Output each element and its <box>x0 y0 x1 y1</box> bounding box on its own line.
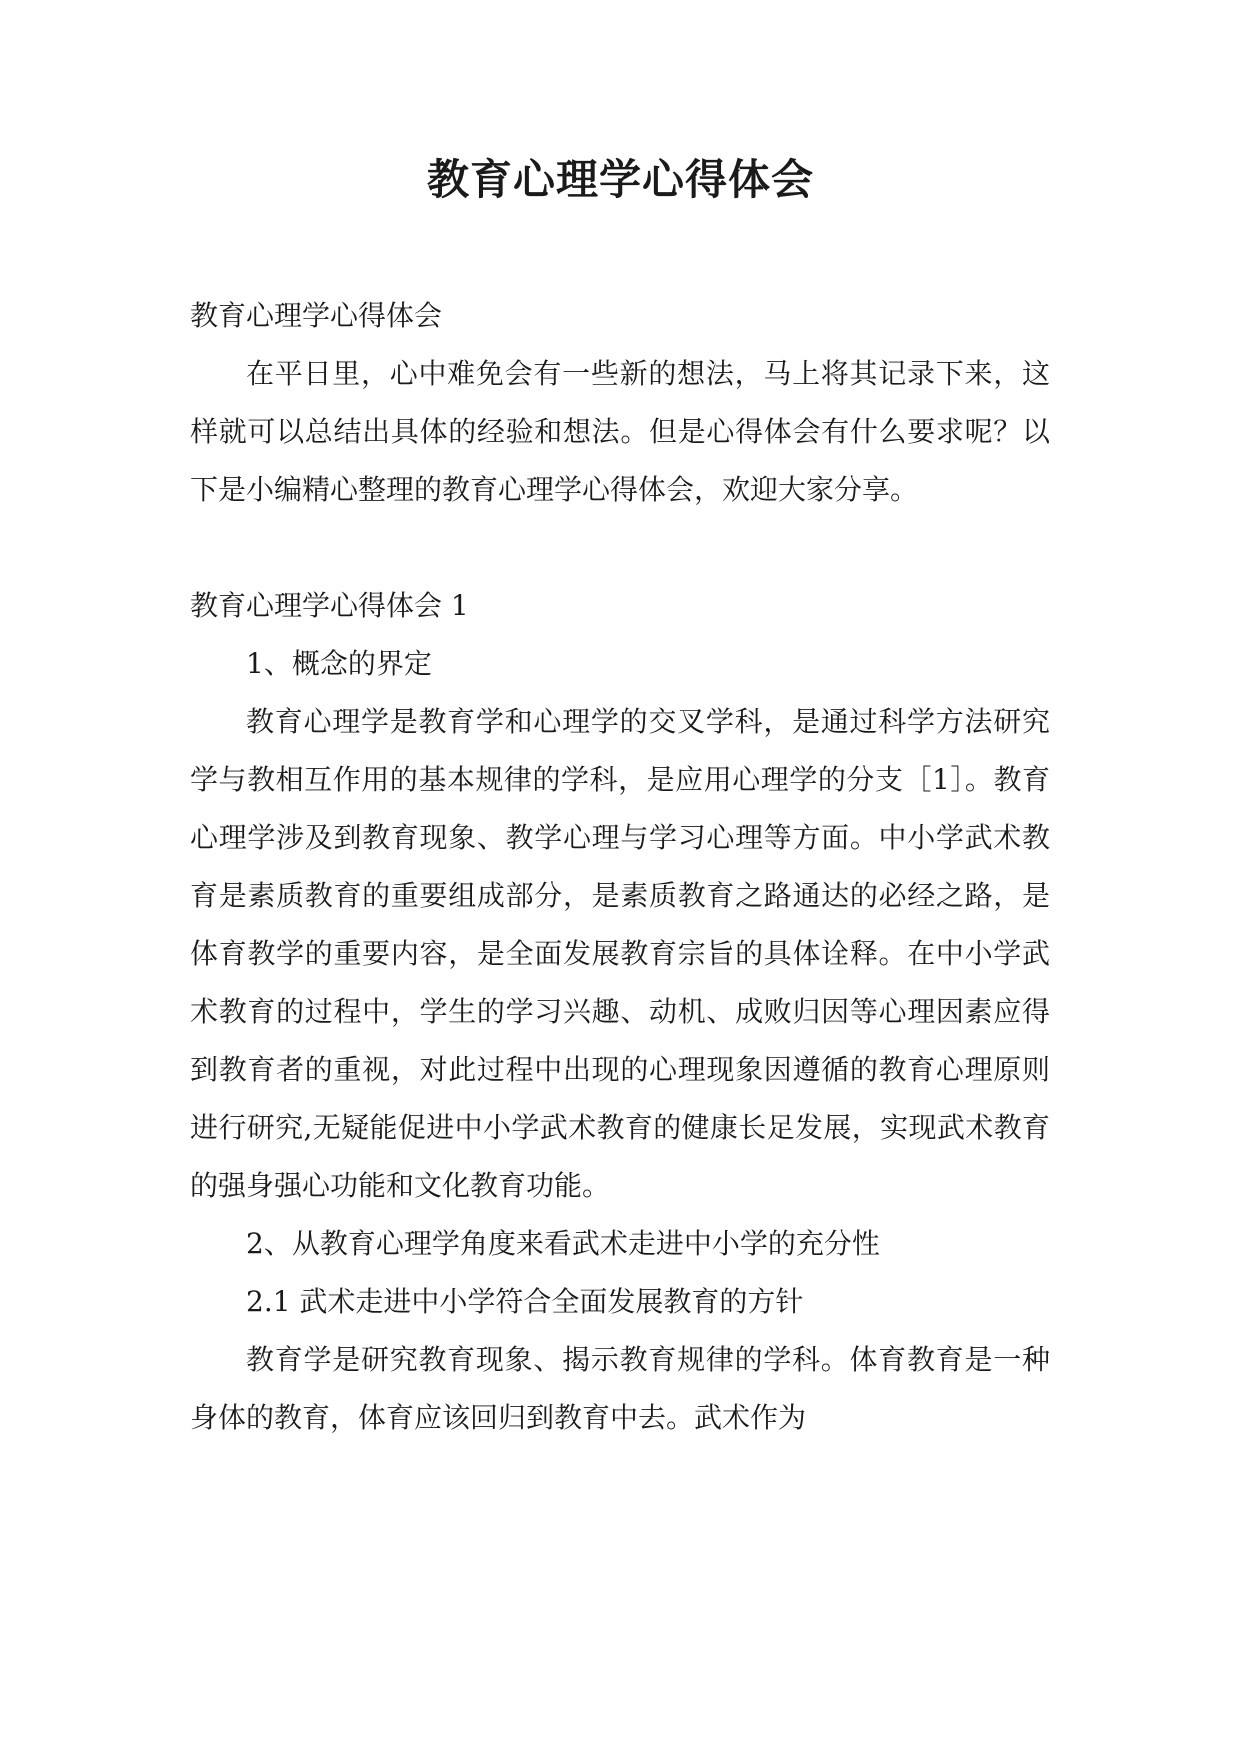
section-heading: 教育心理学心得体会 1 <box>190 589 469 622</box>
body-paragraph: 教育心理学是教育学和心理学的交叉学科，是通过科学方法研究学与教相互作用的基本规律的学科，是应用心理学的分支［1］。教育心理学涉及到教育现象、教学心理与学习心理等方面。中小学武术教育是素质教育的重要组成部分，是素质教育之路通达的必经之路，是体育教学的重要内容，是全面发展教育宗旨的具体诠释。在中小学武术教育的过程中，学生的学习兴趣、动机、成败归因等心理因素应得到教育者的重视，对此过程中出现的心理现象因遵循的教育心理原则进行研究,无疑能促进中小学武术教育的健康长足发展，实现武术教育的强身强心功能和文化教育功能。 <box>190 705 1050 1202</box>
subsection-heading: 1、概念的界定 <box>246 647 432 680</box>
subsection-heading: 2、从教育心理学角度来看武术走进中小学的充分性 <box>246 1227 880 1260</box>
intro-paragraph: 在平日里，心中难免会有一些新的想法，马上将其记录下来，这样就可以总结出具体的经验和想法。但是心得体会有什么要求呢？以下是小编精心整理的教育心理学心得体会，欢迎大家分享。 <box>190 357 1050 506</box>
body-paragraph: 教育学是研究教育现象、揭示教育规律的学科。体育教育是一种身体的教育，体育应该回归到教育中去。武术作为 <box>190 1343 1050 1434</box>
document-body <box>190 287 1050 1447</box>
subsection-heading: 2.1 武术走进中小学符合全面发展教育的方针 <box>246 1285 804 1318</box>
section-heading: 教育心理学心得体会 <box>190 299 443 332</box>
document-title: 教育心理学心得体会 <box>426 155 814 204</box>
